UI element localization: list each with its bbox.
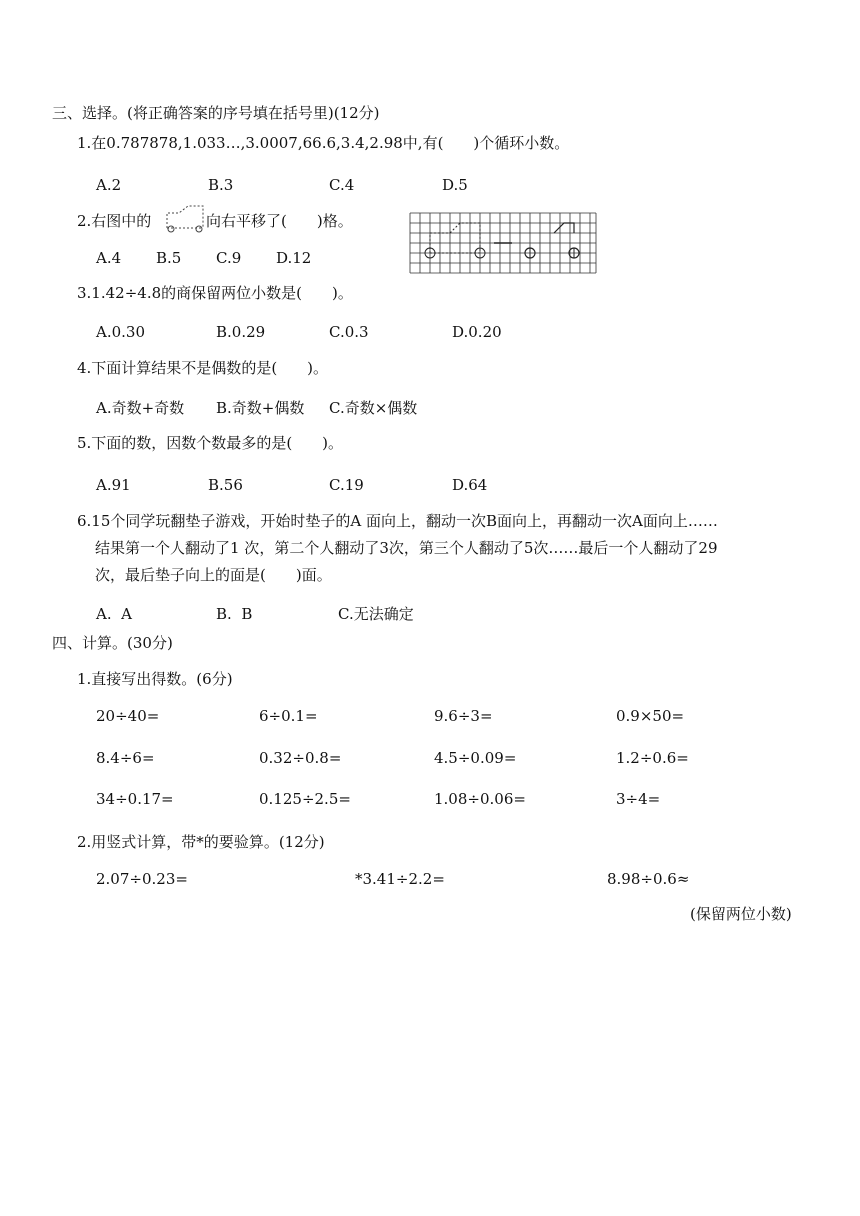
q3-option-d: D.0.20 <box>452 323 502 341</box>
mental-calc-item: 1.2÷0.6= <box>616 749 689 767</box>
q1-option-a: A.2 <box>96 176 122 194</box>
mental-calc-item: 4.5÷0.09= <box>434 749 517 767</box>
part-1-title: 1.直接写出得数。(6分) <box>77 670 233 688</box>
question-3-stem: 3.1.42÷4.8的商保留两位小数是( )。 <box>77 284 353 302</box>
mental-calc-item: 6÷0.1= <box>259 707 318 725</box>
part-2-title: 2.用竖式计算，带*的要验算。(12分) <box>77 833 325 851</box>
q3-option-c: C.0.3 <box>329 323 369 341</box>
section-3-title: 三、选择。(将正确答案的序号填在括号里)(12分) <box>52 104 380 122</box>
q3-option-b: B.0.29 <box>216 323 266 341</box>
question-6-line-3: 次，最后垫子向上的面是( )面。 <box>95 566 332 584</box>
question-1-stem: 1.在0.787878,1.033…,3.0007,66.6,3.4,2.98中,有( )个循环小数。 <box>77 134 570 152</box>
question-6-line-2: 结果第一个人翻动了1 次，第二个人翻动了3次，第三个人翻动了5次……最后一个人翻动了29 <box>95 539 718 557</box>
vertical-calc-item: *3.41÷2.2= <box>355 870 445 888</box>
mental-calc-item: 8.4÷6= <box>96 749 155 767</box>
q6-option-b: B. B <box>216 605 253 623</box>
question-2-prefix: 2.右图中的 <box>77 212 152 230</box>
vertical-calc-item: 8.98÷0.6≈ <box>607 870 690 888</box>
q1-option-c: C.4 <box>329 176 355 194</box>
q2-option-c: C.9 <box>216 249 242 267</box>
q4-option-a: A.奇数+奇数 <box>96 399 185 417</box>
q1-option-b: B.3 <box>208 176 234 194</box>
mental-calc-item: 0.125÷2.5= <box>259 790 351 808</box>
question-6-line-1: 6.15个同学玩翻垫子游戏，开始时垫子的A 面向上，翻动一次B面向上，再翻动一次A面向上…… <box>77 512 718 530</box>
q5-option-c: C.19 <box>329 476 364 494</box>
q3-option-a: A.0.30 <box>96 323 145 341</box>
cart-shape-figure <box>164 203 206 233</box>
mental-calc-item: 1.08÷0.06= <box>434 790 526 808</box>
q6-option-a: A. A <box>96 605 132 623</box>
q6-option-c: C.无法确定 <box>338 605 414 623</box>
question-2-stem: 向右平移了( )格。 <box>206 212 353 230</box>
vertical-calc-item: 2.07÷0.23= <box>96 870 188 888</box>
mental-calc-item: 9.6÷3= <box>434 707 493 725</box>
q1-option-d: D.5 <box>442 176 468 194</box>
q4-option-c: C.奇数×偶数 <box>329 399 418 417</box>
q2-option-a: A.4 <box>96 249 122 267</box>
mental-calc-item: 34÷0.17= <box>96 790 174 808</box>
grid-translation-figure <box>409 212 597 274</box>
q5-option-b: B.56 <box>208 476 243 494</box>
q2-option-d: D.12 <box>276 249 312 267</box>
section-4-title: 四、计算。(30分) <box>52 634 173 652</box>
q5-option-d: D.64 <box>452 476 488 494</box>
q5-option-a: A.91 <box>96 476 131 494</box>
q4-option-b: B.奇数+偶数 <box>216 399 305 417</box>
question-5-stem: 5.下面的数，因数个数最多的是( )。 <box>77 434 344 452</box>
mental-calc-item: 0.32÷0.8= <box>259 749 342 767</box>
mental-calc-item: 0.9×50= <box>616 707 685 725</box>
question-4-stem: 4.下面计算结果不是偶数的是( )。 <box>77 359 329 377</box>
mental-calc-item: 3÷4= <box>616 790 661 808</box>
rounding-note: (保留两位小数) <box>690 905 792 923</box>
mental-calc-item: 20÷40= <box>96 707 160 725</box>
q2-option-b: B.5 <box>156 249 182 267</box>
